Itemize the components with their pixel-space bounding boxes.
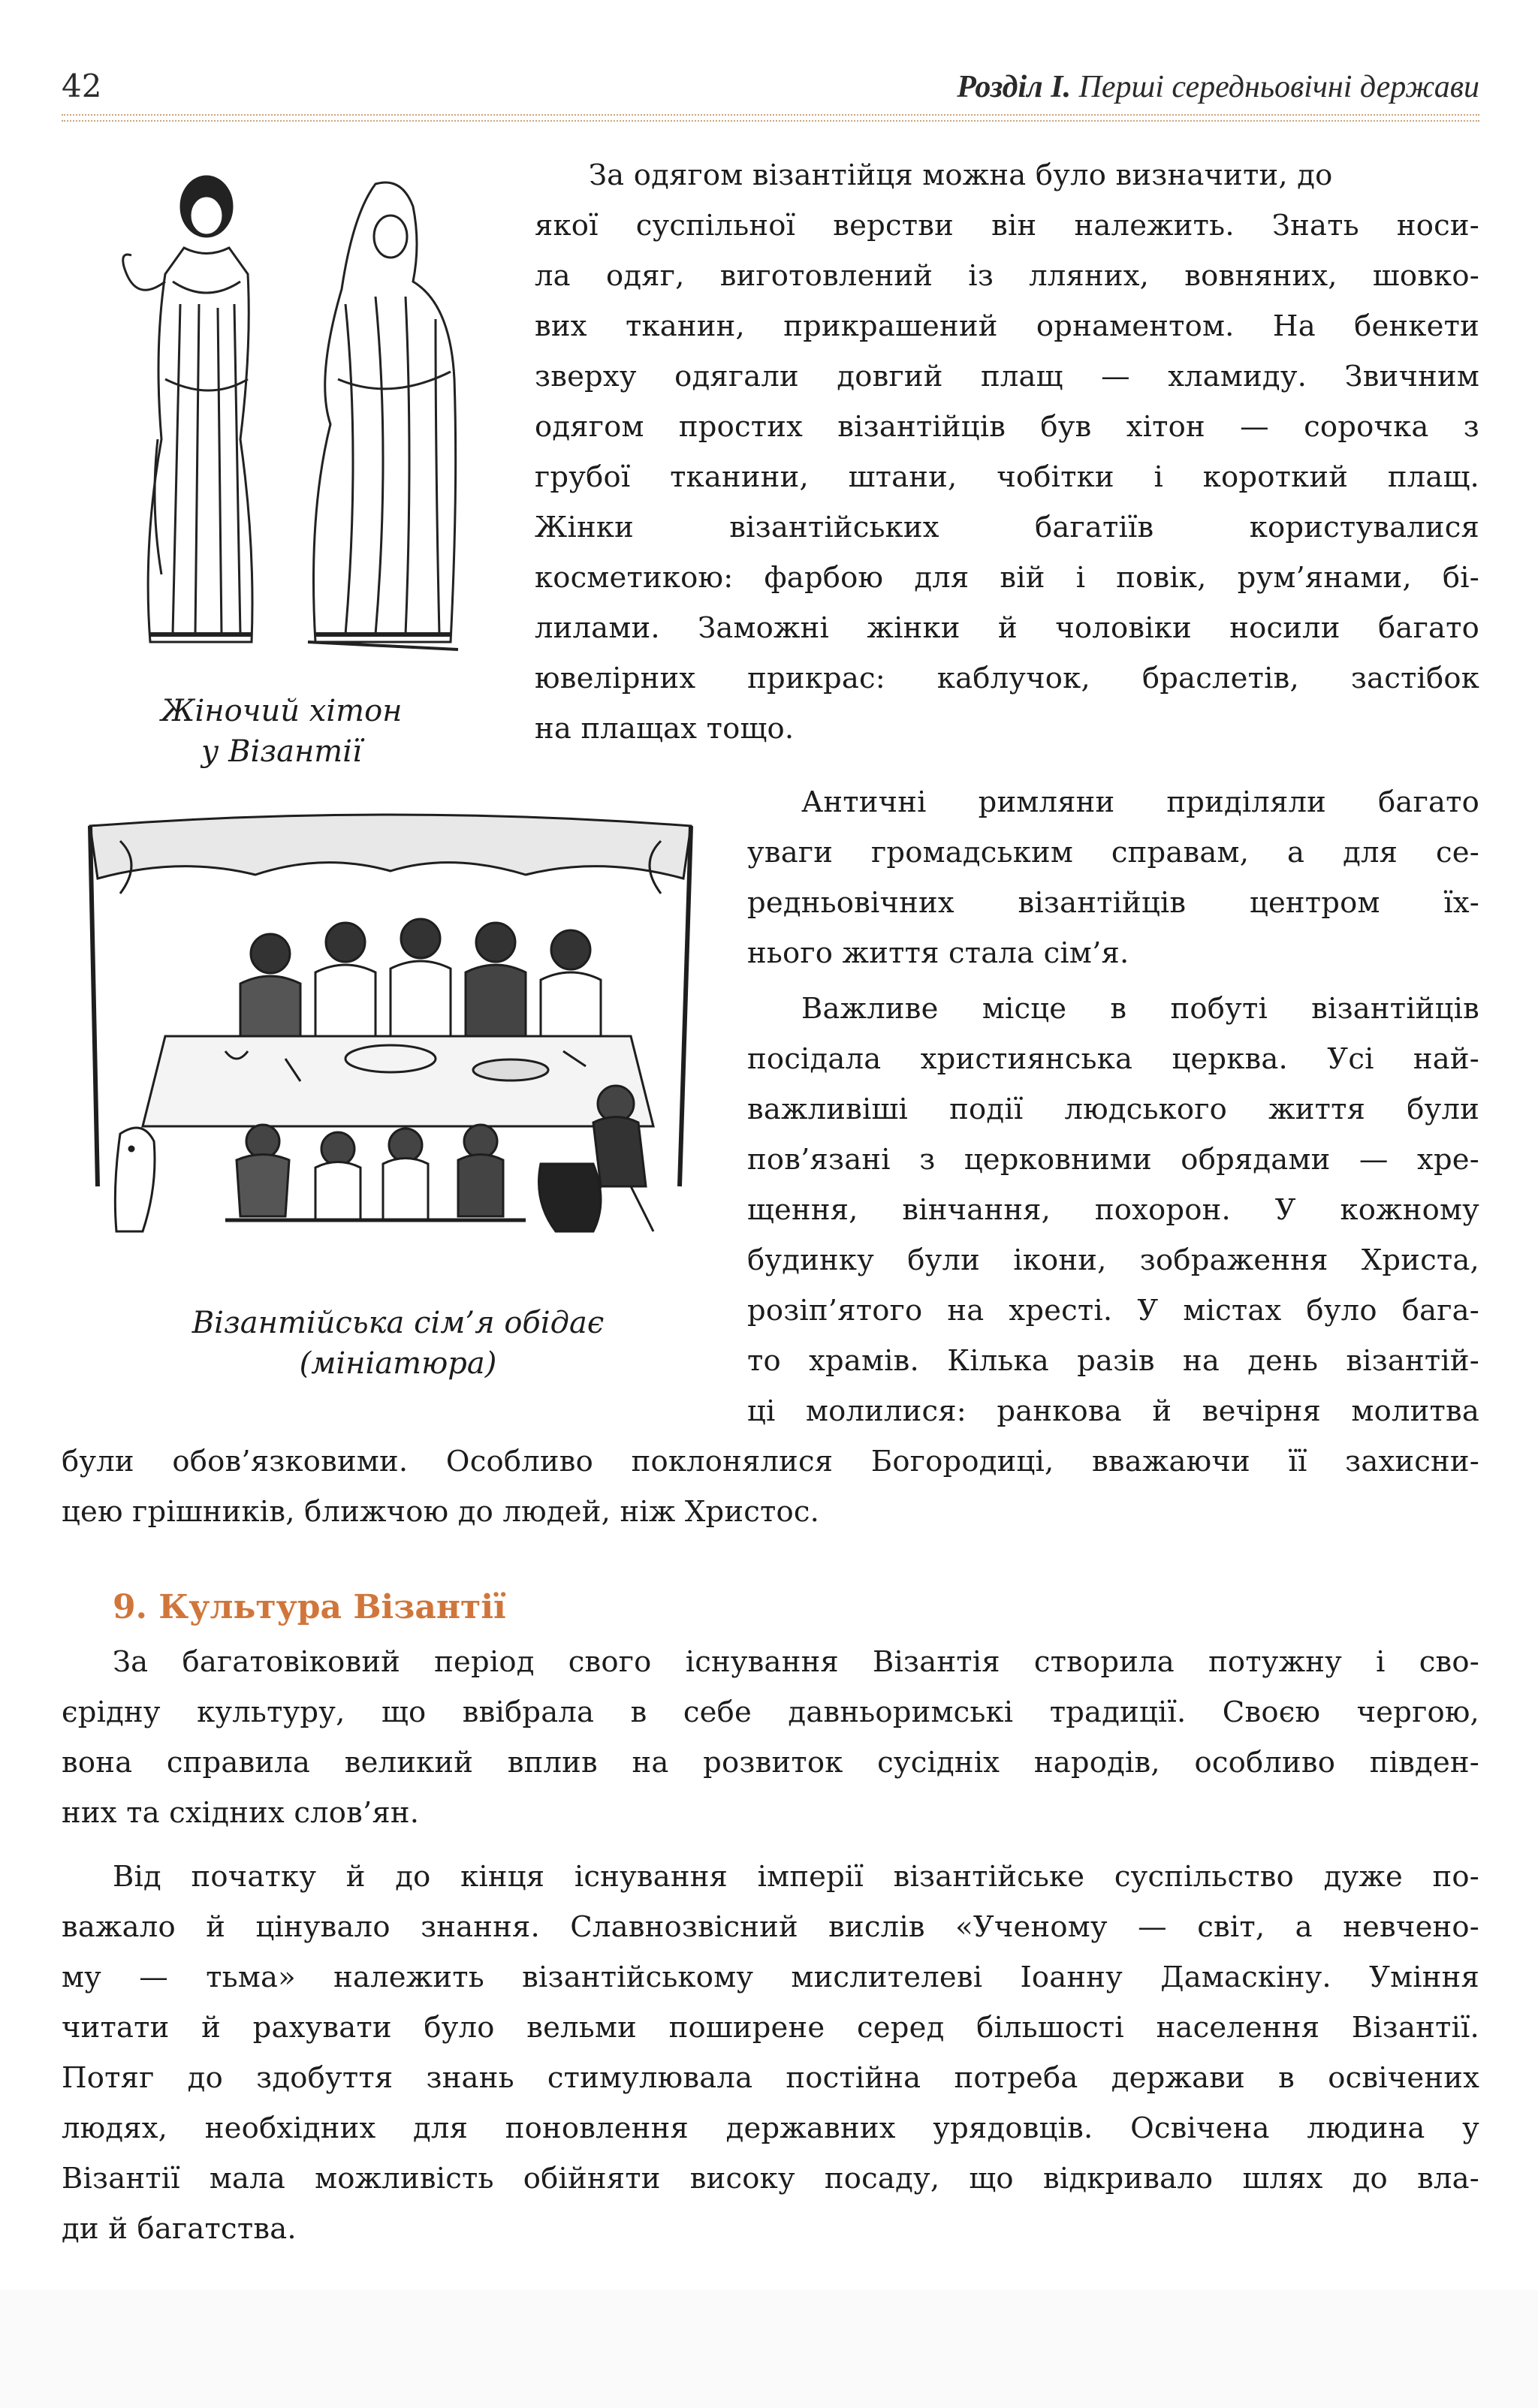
p3c-line: цею грішників, ближчою до людей, ніж Христос.	[62, 1495, 820, 1529]
page-bottom-margin	[0, 2290, 1538, 2408]
p3-line: посідала християнська церква. Усі най-	[747, 1042, 1479, 1076]
p3-line: розіп’ятого на хресті. У містах було бага-	[747, 1294, 1479, 1328]
chiton-illustration	[60, 154, 511, 665]
p2-line: Античні римляни приділяли багато	[801, 785, 1479, 819]
paragraph-clothing	[535, 150, 1479, 754]
p1-line: вих тканин, прикрашений орнаментом. На бенкети	[535, 309, 1479, 343]
p2-line: уваги громадським справам, а для се-	[747, 836, 1479, 869]
p2-line: редньовічних візантійців центром їх-	[747, 886, 1479, 920]
p1-line: ла одяг, виготовлений із лляних, вовняних, шовко-	[535, 259, 1479, 293]
p3-line: Важливе місце в побуті візантійців	[801, 992, 1479, 1026]
p4-line: вона справила великий вплив на розвиток сусідніх народів, особливо півден-	[62, 1746, 1479, 1780]
paragraph-church	[747, 984, 1479, 1436]
p1-line: Жінки візантійських багатіїв користувалися	[535, 511, 1479, 544]
family-caption	[105, 1303, 691, 1384]
p5-line: важало й цінувало знання. Славнозвісний вислів «Ученому — світ, а невчено-	[62, 1910, 1479, 1944]
paragraph-culture	[62, 1637, 1479, 1838]
paragraph-church-cont	[62, 1436, 1479, 1537]
p4-line: За багатовіковий період свого існування Візантія створила потужну і сво-	[113, 1645, 1479, 1679]
p1-line: лилами. Заможні жінки й чоловіки носили багато	[535, 611, 1479, 645]
section-heading: 9. Культура Візантії	[113, 1588, 506, 1626]
p2-line: нього життя стала сім’я.	[747, 936, 1129, 970]
p3c-line: були обов’язковими. Особливо поклонялися Богородиці, вважаючи її захисни-	[62, 1445, 1479, 1478]
family-caption-line1: Візантійська сім’я обідає	[191, 1306, 605, 1340]
p3-line: щення, вінчання, похорон. У кожному	[747, 1193, 1479, 1227]
p3-line: пов’язані з церковними обрядами — хре-	[747, 1143, 1479, 1177]
p1-line: косметикою: фарбою для вій і повік, рум’янами, бі-	[535, 561, 1479, 595]
chiton-caption-line2: у Візантії	[201, 734, 362, 769]
p4-line: них та східних слов’ян.	[62, 1796, 420, 1830]
p1-line: на плащах тощо.	[535, 712, 795, 746]
p1-line: одягом простих візантійців був хітон — сорочка з	[535, 410, 1479, 444]
p5-line: му — тьма» належить візантійському мислителеві Іоанну Дамаскіну. Уміння	[62, 1960, 1479, 1994]
p3-line: ці молилися: ранкова й вечірня молитва	[747, 1394, 1479, 1428]
p1-line: ювелірних прикрас: каблучок, браслетів, застібок	[535, 662, 1479, 695]
p5-line: Візантії мала можливість обійняти високу посаду, що відкривало шлях до вла-	[62, 2162, 1479, 2196]
p1-line: грубої тканини, штани, чобітки і короткий плащ.	[535, 460, 1479, 494]
p5-line: Від початку й до кінця існування імперії візантійське суспільство дуже по-	[113, 1860, 1479, 1894]
p5-line: ди й багатства.	[62, 2212, 297, 2246]
p5-line: читати й рахувати було вельми поширене серед більшості населення Візантії.	[62, 2011, 1479, 2045]
p5-line: Потяг до здобуття знань стимулювала постійна потреба держави в освічених	[62, 2061, 1479, 2095]
p1-line: зверху одягали довгий плащ — хламиду. Звичним	[535, 360, 1479, 393]
running-head	[957, 69, 1479, 105]
section-title: Перші середньовічні держави	[1078, 70, 1479, 104]
section-label: Розділ I.	[957, 70, 1072, 104]
p3-line: важливіші події людського життя були	[747, 1092, 1479, 1126]
p5-line: людях, необхідних для поновлення державних урядовців. Освічена людина у	[62, 2111, 1479, 2145]
paragraph-family	[747, 777, 1479, 978]
p4-line: єрідну культуру, що ввібрала в себе давньоримські традиції. Своєю чергою,	[62, 1695, 1479, 1729]
p1-line: якої суспільної верстви він належить. Знать носи-	[535, 209, 1479, 243]
p3-line: то храмів. Кілька разів на день візантій-	[747, 1344, 1479, 1378]
chiton-caption	[90, 691, 473, 772]
p3-line: будинку були ікони, зображення Христа,	[747, 1243, 1479, 1277]
page-number: 42	[62, 68, 102, 104]
p1-line: За одягом візантійця можна було визначити, до	[589, 158, 1333, 192]
family-miniature	[75, 811, 706, 1246]
paragraph-education	[62, 1852, 1479, 2254]
header-rule	[62, 114, 1479, 122]
chiton-caption-line1: Жіночий хітон	[161, 694, 403, 728]
family-caption-line2: (мініатюра)	[299, 1346, 497, 1381]
